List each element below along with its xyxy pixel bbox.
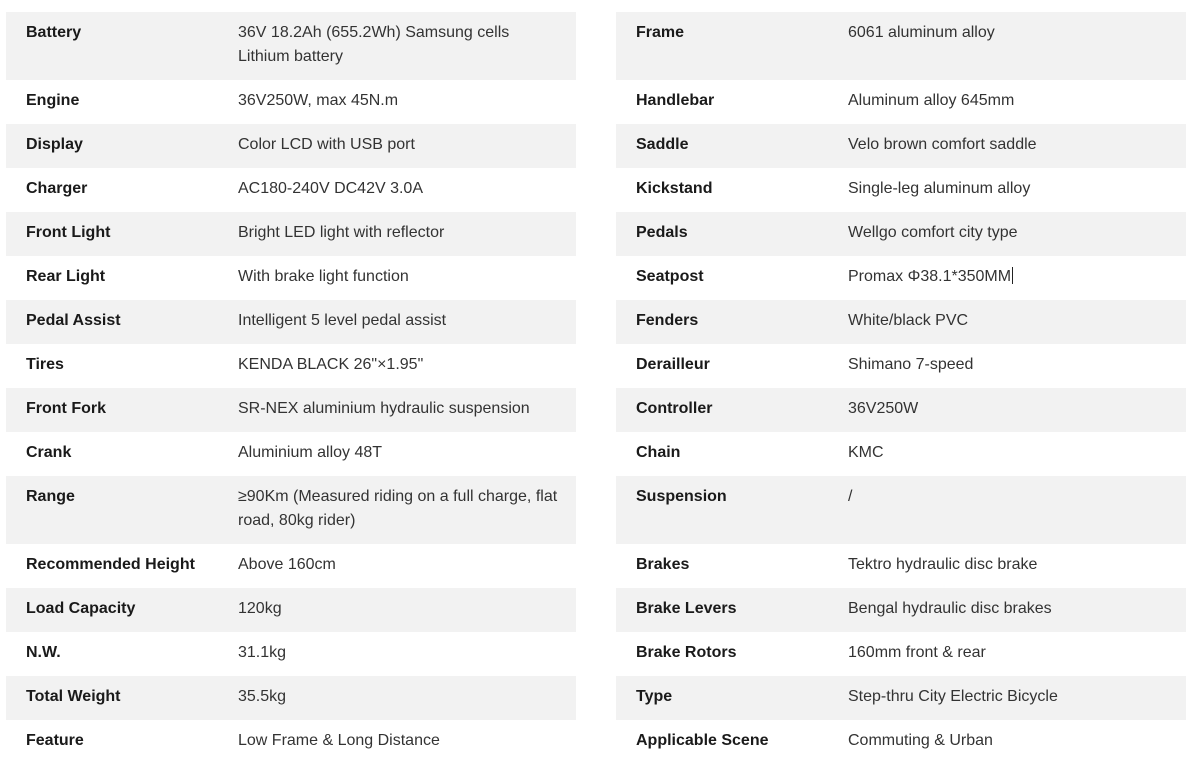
spec-key: Front Fork (26, 400, 106, 417)
spec-value: Color LCD with USB port (238, 136, 415, 153)
spec-row (616, 544, 1186, 588)
spec-value: Intelligent 5 level pedal assist (238, 312, 447, 329)
spec-value: With brake light function (238, 268, 409, 285)
spec-value: 31.1kg (238, 644, 287, 661)
spec-value: 36V250W, max 45N.m (238, 92, 399, 109)
spec-row (616, 476, 1186, 544)
spec-value: Velo brown comfort saddle (848, 136, 1037, 153)
spec-row (6, 476, 576, 544)
spec-value: AC180-240V DC42V 3.0A (238, 180, 423, 197)
spec-key: Tires (26, 356, 64, 373)
spec-row (616, 300, 1186, 344)
spec-value: Aluminium alloy 48T (238, 444, 383, 461)
spec-table-right (616, 12, 1186, 764)
spec-row (616, 256, 1186, 300)
spec-table-left (6, 12, 576, 764)
spec-value: Wellgo comfort city type (848, 224, 1018, 241)
spec-row (616, 720, 1186, 764)
spec-row (6, 432, 576, 476)
spec-key: Fenders (636, 312, 699, 329)
spec-value: Step-thru City Electric Bicycle (848, 688, 1058, 705)
spec-key: N.W. (26, 644, 61, 661)
spec-key: Battery (26, 24, 82, 41)
spec-key: Seatpost (636, 268, 704, 285)
spec-row (616, 12, 1186, 80)
spec-row (6, 720, 576, 764)
spec-key: Display (26, 136, 83, 153)
spec-row (616, 344, 1186, 388)
spec-value: Above 160cm (238, 556, 336, 573)
spec-row (616, 676, 1186, 720)
spec-row (616, 212, 1186, 256)
spec-key: Crank (26, 444, 72, 461)
spec-key: Pedal Assist (26, 312, 121, 329)
spec-row (6, 12, 576, 80)
spec-row (616, 168, 1186, 212)
spec-row (6, 168, 576, 212)
spec-key: Rear Light (26, 268, 106, 285)
spec-key: Handlebar (636, 92, 715, 109)
spec-row (6, 212, 576, 256)
text-cursor (1012, 267, 1013, 284)
spec-key: Controller (636, 400, 713, 417)
spec-value: Single-leg aluminum alloy (848, 180, 1031, 197)
spec-value: 160mm front & rear (848, 644, 986, 661)
spec-row (616, 588, 1186, 632)
spec-row (6, 588, 576, 632)
spec-key: Chain (636, 444, 681, 461)
spec-value: Low Frame & Long Distance (238, 732, 440, 749)
spec-row (6, 632, 576, 676)
spec-key: Kickstand (636, 180, 713, 197)
spec-value: 36V 18.2Ah (655.2Wh) Samsung cells Lithium battery (238, 24, 510, 65)
spec-key: Recommended Height (26, 556, 195, 573)
spec-key: Total Weight (26, 688, 121, 705)
spec-value: Commuting & Urban (848, 732, 993, 749)
spec-row (6, 124, 576, 168)
spec-value: Tektro hydraulic disc brake (848, 556, 1038, 573)
spec-row (616, 80, 1186, 124)
spec-value: 36V250W (848, 400, 919, 417)
spec-key: Brakes (636, 556, 690, 573)
spec-key: Feature (26, 732, 84, 749)
spec-row (616, 632, 1186, 676)
spec-row (616, 388, 1186, 432)
spec-value: Shimano 7-speed (848, 356, 974, 373)
spec-value: Bright LED light with reflector (238, 224, 445, 241)
spec-row (6, 388, 576, 432)
spec-value: KMC (848, 444, 884, 461)
spec-row (6, 344, 576, 388)
spec-value: 35.5kg (238, 688, 287, 705)
spec-value: KENDA BLACK 26"×1.95" (238, 356, 424, 373)
spec-value: Bengal hydraulic disc brakes (848, 600, 1052, 617)
spec-key: Brake Rotors (636, 644, 737, 661)
spec-key: Saddle (636, 136, 689, 153)
spec-key: Front Light (26, 224, 111, 241)
spec-row (6, 80, 576, 124)
spec-value-text: Promax Φ38.1*350MM (848, 268, 1012, 285)
spec-row (6, 256, 576, 300)
spec-row (6, 676, 576, 720)
spec-row (6, 544, 576, 588)
spec-key: Frame (636, 24, 685, 41)
spec-value: Aluminum alloy 645mm (848, 92, 1015, 109)
spec-row (616, 432, 1186, 476)
spec-value: White/black PVC (848, 312, 969, 329)
spec-key: Range (26, 488, 75, 505)
spec-row (616, 124, 1186, 168)
spec-value: 120kg (238, 600, 282, 617)
spec-key: Suspension (636, 488, 727, 505)
spec-key: Pedals (636, 224, 688, 241)
spec-key: Derailleur (636, 356, 710, 373)
spec-value: ≥90Km (Measured riding on a full charge, flat road, 80kg rider) (238, 488, 558, 529)
spec-key: Type (636, 688, 673, 705)
spec-row (6, 300, 576, 344)
spec-key: Engine (26, 92, 80, 109)
spec-value: / (848, 488, 853, 505)
spec-key: Brake Levers (636, 600, 737, 617)
spec-key: Charger (26, 180, 88, 197)
spec-key: Applicable Scene (636, 732, 769, 749)
spec-value: 6061 aluminum alloy (848, 24, 995, 41)
spec-key: Load Capacity (26, 600, 136, 617)
spec-value: SR-NEX aluminium hydraulic suspension (238, 400, 530, 417)
spec-value-editable[interactable] (828, 256, 1186, 300)
